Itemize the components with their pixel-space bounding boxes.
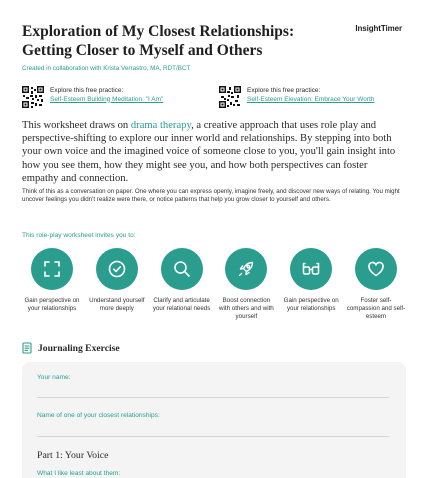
intro-after: , a creative approach that uses role play and perspective-shifting to explore our inner world and relationships. By stepping into both your own voice and the imagined voice of someone close to you, you'll gain insight into how you see them, how they might see you, and how both perspectives can foster empathy and connection. [22,120,396,184]
notebook-icon [22,342,32,354]
benefit-circle [355,248,397,290]
qr-code-icon [22,86,44,108]
intro-highlight: drama therapy [130,120,192,131]
rocket-icon [236,259,256,279]
conversation-paragraph: Think of this as a conversation on paper. One where you can express openly, imagine freely, and discover new ways of relating. You might uncover feelings you didn't realize were there, or notice patterns that help you grow closer to yourself and others. [22,188,400,204]
relationship-line[interactable] [37,436,389,437]
title-line-2: Getting Closer to Myself and Others [22,42,263,59]
benefit-circle [161,248,203,290]
benefit-item [281,248,341,320]
benefit-item [346,248,406,320]
journal-title: Journaling Exercise [38,342,120,354]
check-circle-icon [107,259,127,279]
focus-frame-icon [42,259,62,279]
practice-item [22,86,197,108]
relationship-label: Name of one of your closest relationships: [37,412,160,419]
header [22,22,402,72]
title-line-1: Exploration of My Closest Relationships: [22,23,295,40]
intro-before: This worksheet draws on [22,120,131,131]
practice-label: Explore this free practice: [247,87,321,94]
benefit-circle [225,248,267,290]
journal-heading [22,342,120,354]
magnifier-icon [172,259,192,279]
benefit-caption: Clarify and articulate your relational needs [152,297,211,312]
benefit-caption: Foster self-compassion and self-esteem [346,297,406,320]
benefit-caption: Gain perspective on your relationships [24,297,80,312]
intro-paragraph [22,119,406,185]
part-1-title: Part 1: Your Voice [37,450,109,461]
benefits-row [22,248,406,320]
qr-code-icon [219,86,241,108]
benefit-caption: Gain perspective on your relationships [283,297,339,312]
benefit-circle [31,248,73,290]
journal-box [22,362,406,478]
benefit-caption: Understand yourself more deeply [89,297,145,312]
benefit-caption: Boost connection with others and with yourself [219,297,274,320]
practice-item [219,86,394,108]
practice-link-embrace-worth[interactable]: Self-Esteem Elevation: Embrace Your Worth [247,95,375,103]
practice-link-i-am[interactable]: Self-Esteem Building Meditation: "I Am" [50,95,164,103]
practice-row [22,86,402,108]
your-name-line[interactable] [37,397,389,398]
glasses-icon [301,259,321,279]
heart-icon [366,259,386,279]
benefit-circle [290,248,332,290]
like-least-label: What I like least about them: [37,470,121,477]
your-name-label: Your name: [37,374,71,381]
brand-logo: InsightTimer [355,24,402,33]
benefit-item [216,248,276,320]
benefit-circle [96,248,138,290]
benefit-item [152,248,212,320]
page-title [22,22,322,60]
collaboration-credit: Created in collaboration with Krista Verrastro, MA, RDT/BCT [22,65,191,72]
benefit-item [87,248,147,320]
invites-heading: This role-play worksheet invites you to: [22,232,136,239]
practice-label: Explore this free practice: [50,87,124,94]
benefit-item [22,248,82,320]
